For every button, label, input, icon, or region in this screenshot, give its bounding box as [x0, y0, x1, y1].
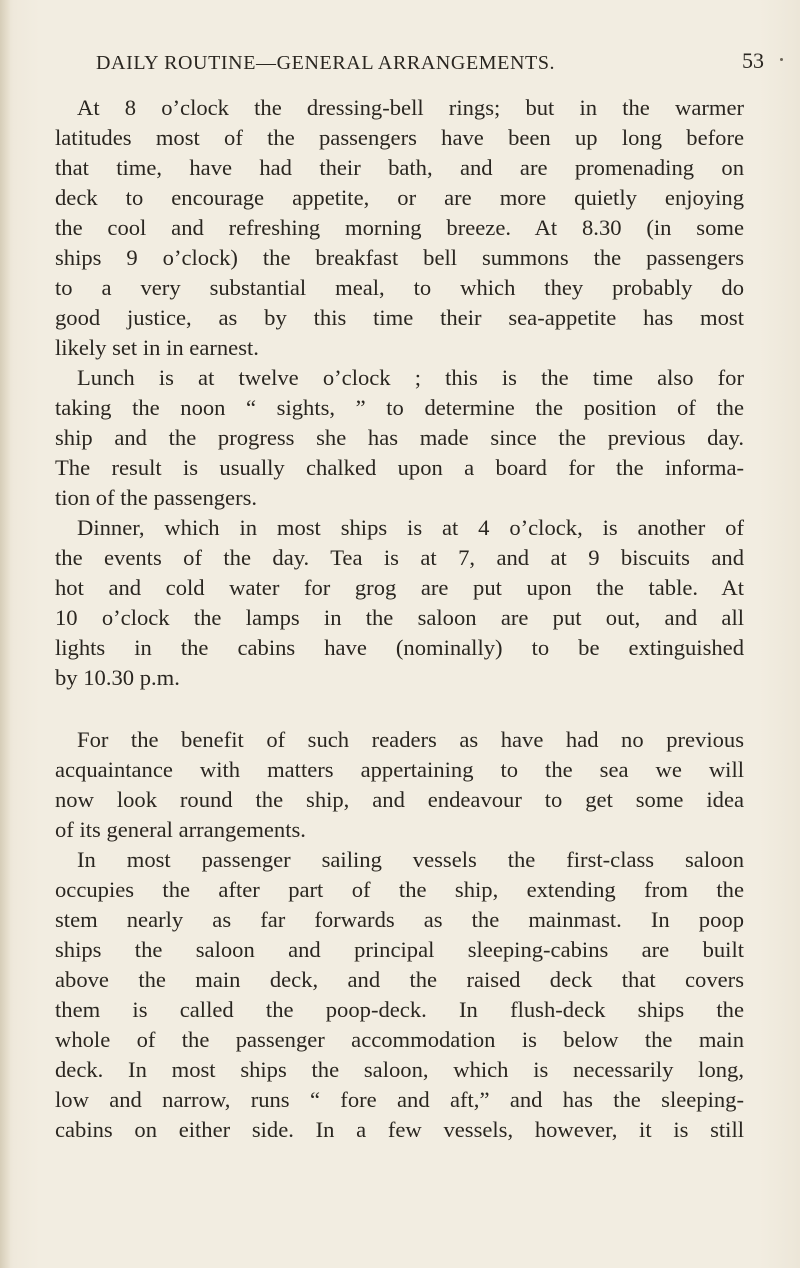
- text-line: Lunch is at twelve o’clock ; this is the time also for: [77, 365, 744, 390]
- text-line: likely set in in earnest.: [55, 335, 259, 360]
- text-line: occupies the after part of the ship, extending from the: [55, 877, 744, 902]
- text-line: ships 9 o’clock) the breakfast bell summons the passengers: [55, 245, 744, 270]
- text-line: hot and cold water for grog are put upon the table. At: [55, 575, 744, 600]
- text-line: by 10.30 p.m.: [55, 665, 180, 690]
- text-line: above the main deck, and the raised deck that covers: [55, 967, 744, 992]
- text-line: At 8 o’clock the dressing-bell rings; but in the warmer: [77, 95, 744, 120]
- text-line: of its general arrangements.: [55, 817, 306, 842]
- text-line: acquaintance with matters appertaining to the sea we will: [55, 757, 744, 782]
- text-line: tion of the passengers.: [55, 485, 258, 510]
- text-line: to a very substantial meal, to which they probably do: [55, 275, 744, 300]
- page-gutter: [0, 0, 10, 1268]
- text-line: 10 o’clock the lamps in the saloon are put out, and all: [55, 605, 744, 630]
- running-title: DAILY ROUTINE—GENERAL ARRANGEMENTS.: [96, 52, 556, 74]
- text-line: good justice, as by this time their sea-appetite has most: [55, 305, 744, 330]
- page-number: 53: [742, 48, 764, 73]
- text-line: ships the saloon and principal sleeping-cabins are built: [55, 937, 744, 962]
- text-line: them is called the poop-deck. In flush-deck ships the: [55, 997, 744, 1022]
- text-line: For the benefit of such readers as have had no previous: [77, 727, 744, 752]
- text-line: stem nearly as far forwards as the mainmast. In poop: [55, 907, 744, 932]
- text-line: lights in the cabins have (nominally) to be extinguished: [55, 635, 744, 660]
- text-line: taking the noon “ sights, ” to determine the position of the: [55, 395, 744, 420]
- text-line: cabins on either side. In a few vessels, however, it is still: [55, 1117, 744, 1142]
- text-line: the events of the day. Tea is at 7, and at 9 biscuits and: [55, 545, 744, 570]
- text-line: The result is usually chalked upon a board for the informa-: [55, 455, 744, 480]
- text-line: whole of the passenger accommodation is below the main: [55, 1027, 744, 1052]
- margin-mark: [780, 58, 783, 61]
- text-line: In most passenger sailing vessels the first-class saloon: [77, 847, 744, 872]
- text-line: deck to encourage appetite, or are more quietly enjoying: [55, 185, 744, 210]
- text-line: that time, have had their bath, and are promenading on: [55, 155, 744, 180]
- text-line: latitudes most of the passengers have been up long before: [55, 125, 744, 150]
- text-line: the cool and refreshing morning breeze. At 8.30 (in some: [55, 215, 744, 240]
- text-line: deck. In most ships the saloon, which is necessarily long,: [55, 1057, 744, 1082]
- text-line: Dinner, which in most ships is at 4 o’clock, is another of: [77, 515, 744, 540]
- text-line: low and narrow, runs “ fore and aft,” and has the sleeping-: [55, 1087, 744, 1112]
- text-line: now look round the ship, and endeavour to get some idea: [55, 787, 744, 812]
- text-line: ship and the progress she has made since the previous day.: [55, 425, 744, 450]
